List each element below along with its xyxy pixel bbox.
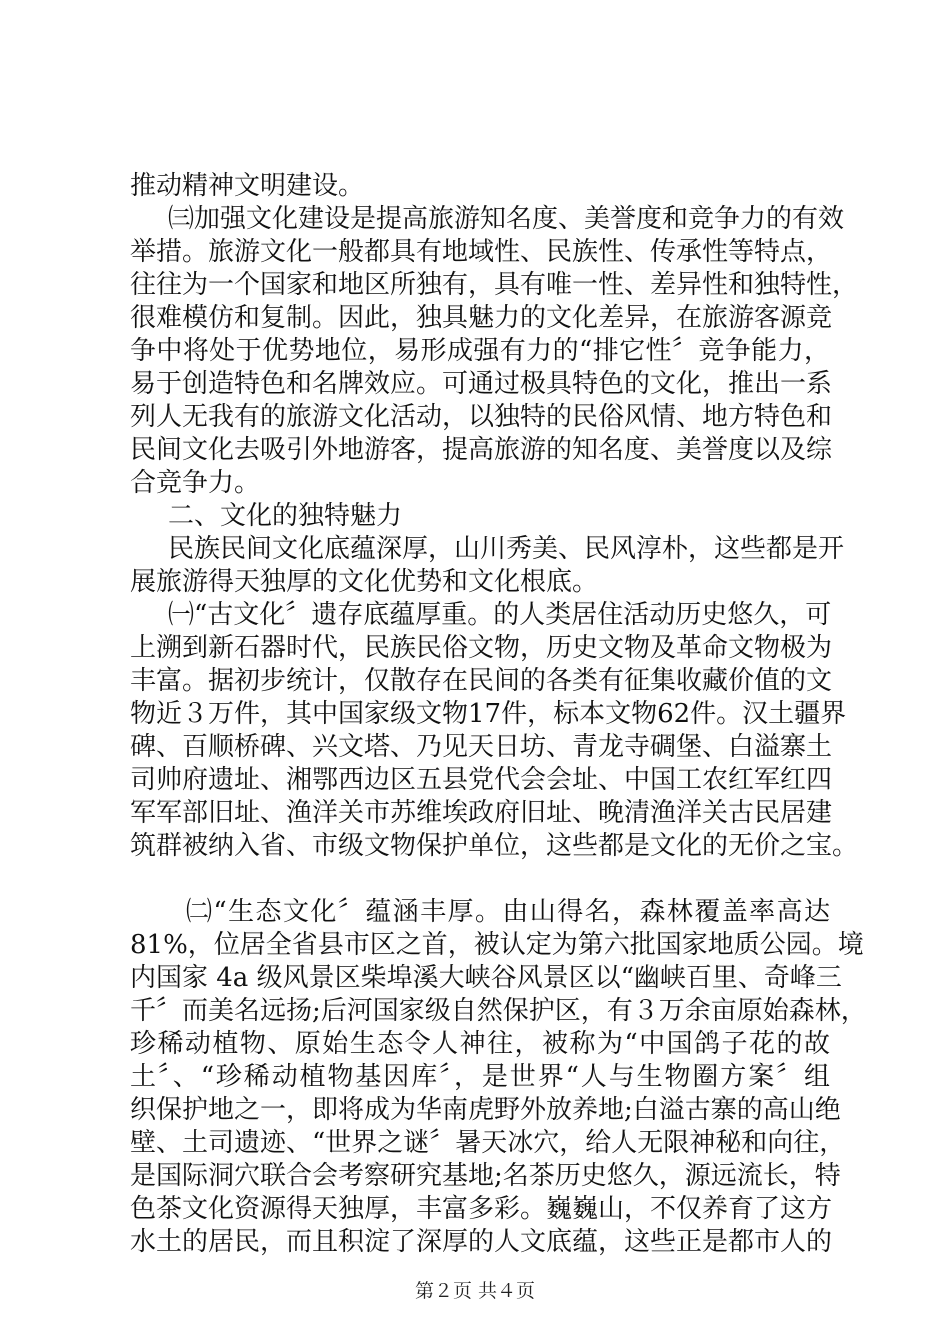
- text-line: ㈠“古文化〞遗存底蕴厚重。的人类居住活动历史悠久，可: [168, 600, 832, 630]
- text-line: 举措。旅游文化一般都具有地域性、民族性、传承性等特点，: [130, 237, 833, 267]
- text-line: 军军部旧址、渔洋关市苏维埃政府旧址、晚清渔洋关古民居建: [130, 798, 833, 828]
- heading-text: 二、文化的独特魅力: [168, 501, 403, 531]
- text-line: 丰富。据初步统计，仅散存在民间的各类有征集收藏价值的文: [130, 666, 833, 696]
- text-line: 上溯到新石器时代，民族民俗文物，历史文物及革命文物极为: [130, 633, 833, 663]
- text-line: 物近３万件，其中国家级文物17件，标本文物62件。汉土疆界: [130, 699, 847, 729]
- page-number-footer: 第２页 共４页: [414, 1280, 536, 1302]
- text-line: 内国家 4a 级风景区柴埠溪大峡谷风景区以“幽峡百里、奇峰三: [130, 963, 842, 993]
- text-line: 很难模仿和复制。因此，独具魅力的文化差异，在旅游客源竞: [130, 303, 833, 333]
- text-line: 千〞而美名远扬;后河国家级自然保护区，有３万余亩原始森林，: [130, 996, 867, 1026]
- text-line: 水土的居民，而且积淀了深厚的人文底蕴，这些正是都市人的: [130, 1227, 833, 1257]
- text-line: ㈢加强文化建设是提高旅游知名度、美誉度和竞争力的有效: [168, 204, 845, 234]
- text-line: 司帅府遗址、湘鄂西边区五县党代会会址、中国工农红军红四: [130, 765, 833, 795]
- text-line: 民族民间文化底蕴深厚，山川秀美、民风淳朴，这些都是开: [168, 534, 845, 564]
- text-line: 争中将处于优势地位，易形成强有力的“排它性〞竞争能力，: [130, 336, 830, 366]
- text-line: 壁、土司遗迹、“世界之谜〞暑天冰穴，给人无限神秘和向往，: [130, 1128, 846, 1158]
- text-line: 81%，位居全省县市区之首，被认定为第六批国家地质公园。境: [130, 930, 864, 960]
- text-line: 往往为一个国家和地区所独有，具有唯一性、差异性和独特性，: [130, 270, 859, 300]
- text-line: 织保护地之一，即将成为华南虎野外放养地;白溢古寨的高山绝: [130, 1095, 841, 1125]
- text-line: 展旅游得天独厚的文化优势和文化根底。: [130, 567, 599, 597]
- text-line: 易于创造特色和名牌效应。可通过极具特色的文化，推出一系: [130, 369, 833, 399]
- text-line: 民间文化去吸引外地游客，提高旅游的知名度、美誉度以及综: [130, 435, 833, 465]
- text-line: 推动精神文明建设。: [130, 171, 365, 201]
- text-line: 是国际洞穴联合会考察研究基地;名茶历史悠久，源远流长，特: [130, 1161, 841, 1191]
- text-line: 碑、百顺桥碑、兴文塔、乃见天日坊、青龙寺碉堡、白溢寨土: [130, 732, 833, 762]
- text-line: 土〞、“珍稀动植物基因库〞，是世界“人与生物圈方案〞组: [130, 1062, 830, 1092]
- text-line: 色茶文化资源得天独厚，丰富多彩。巍巍山，不仅养育了这方: [130, 1194, 833, 1224]
- text-line: 合竞争力。: [130, 468, 261, 498]
- text-line: 珍稀动植物、原始生态令人神往，被称为“中国鸽子花的故: [130, 1029, 830, 1059]
- text-line: 筑群被纳入省、市级文物保护单位，这些都是文化的无价之宝。: [130, 831, 859, 861]
- text-line: ㈡“生态文化〞蕴涵丰厚。由山得名，森林覆盖率高达: [186, 897, 830, 927]
- text-line: 列人无我有的旅游文化活动，以独特的民俗风情、地方特色和: [130, 402, 833, 432]
